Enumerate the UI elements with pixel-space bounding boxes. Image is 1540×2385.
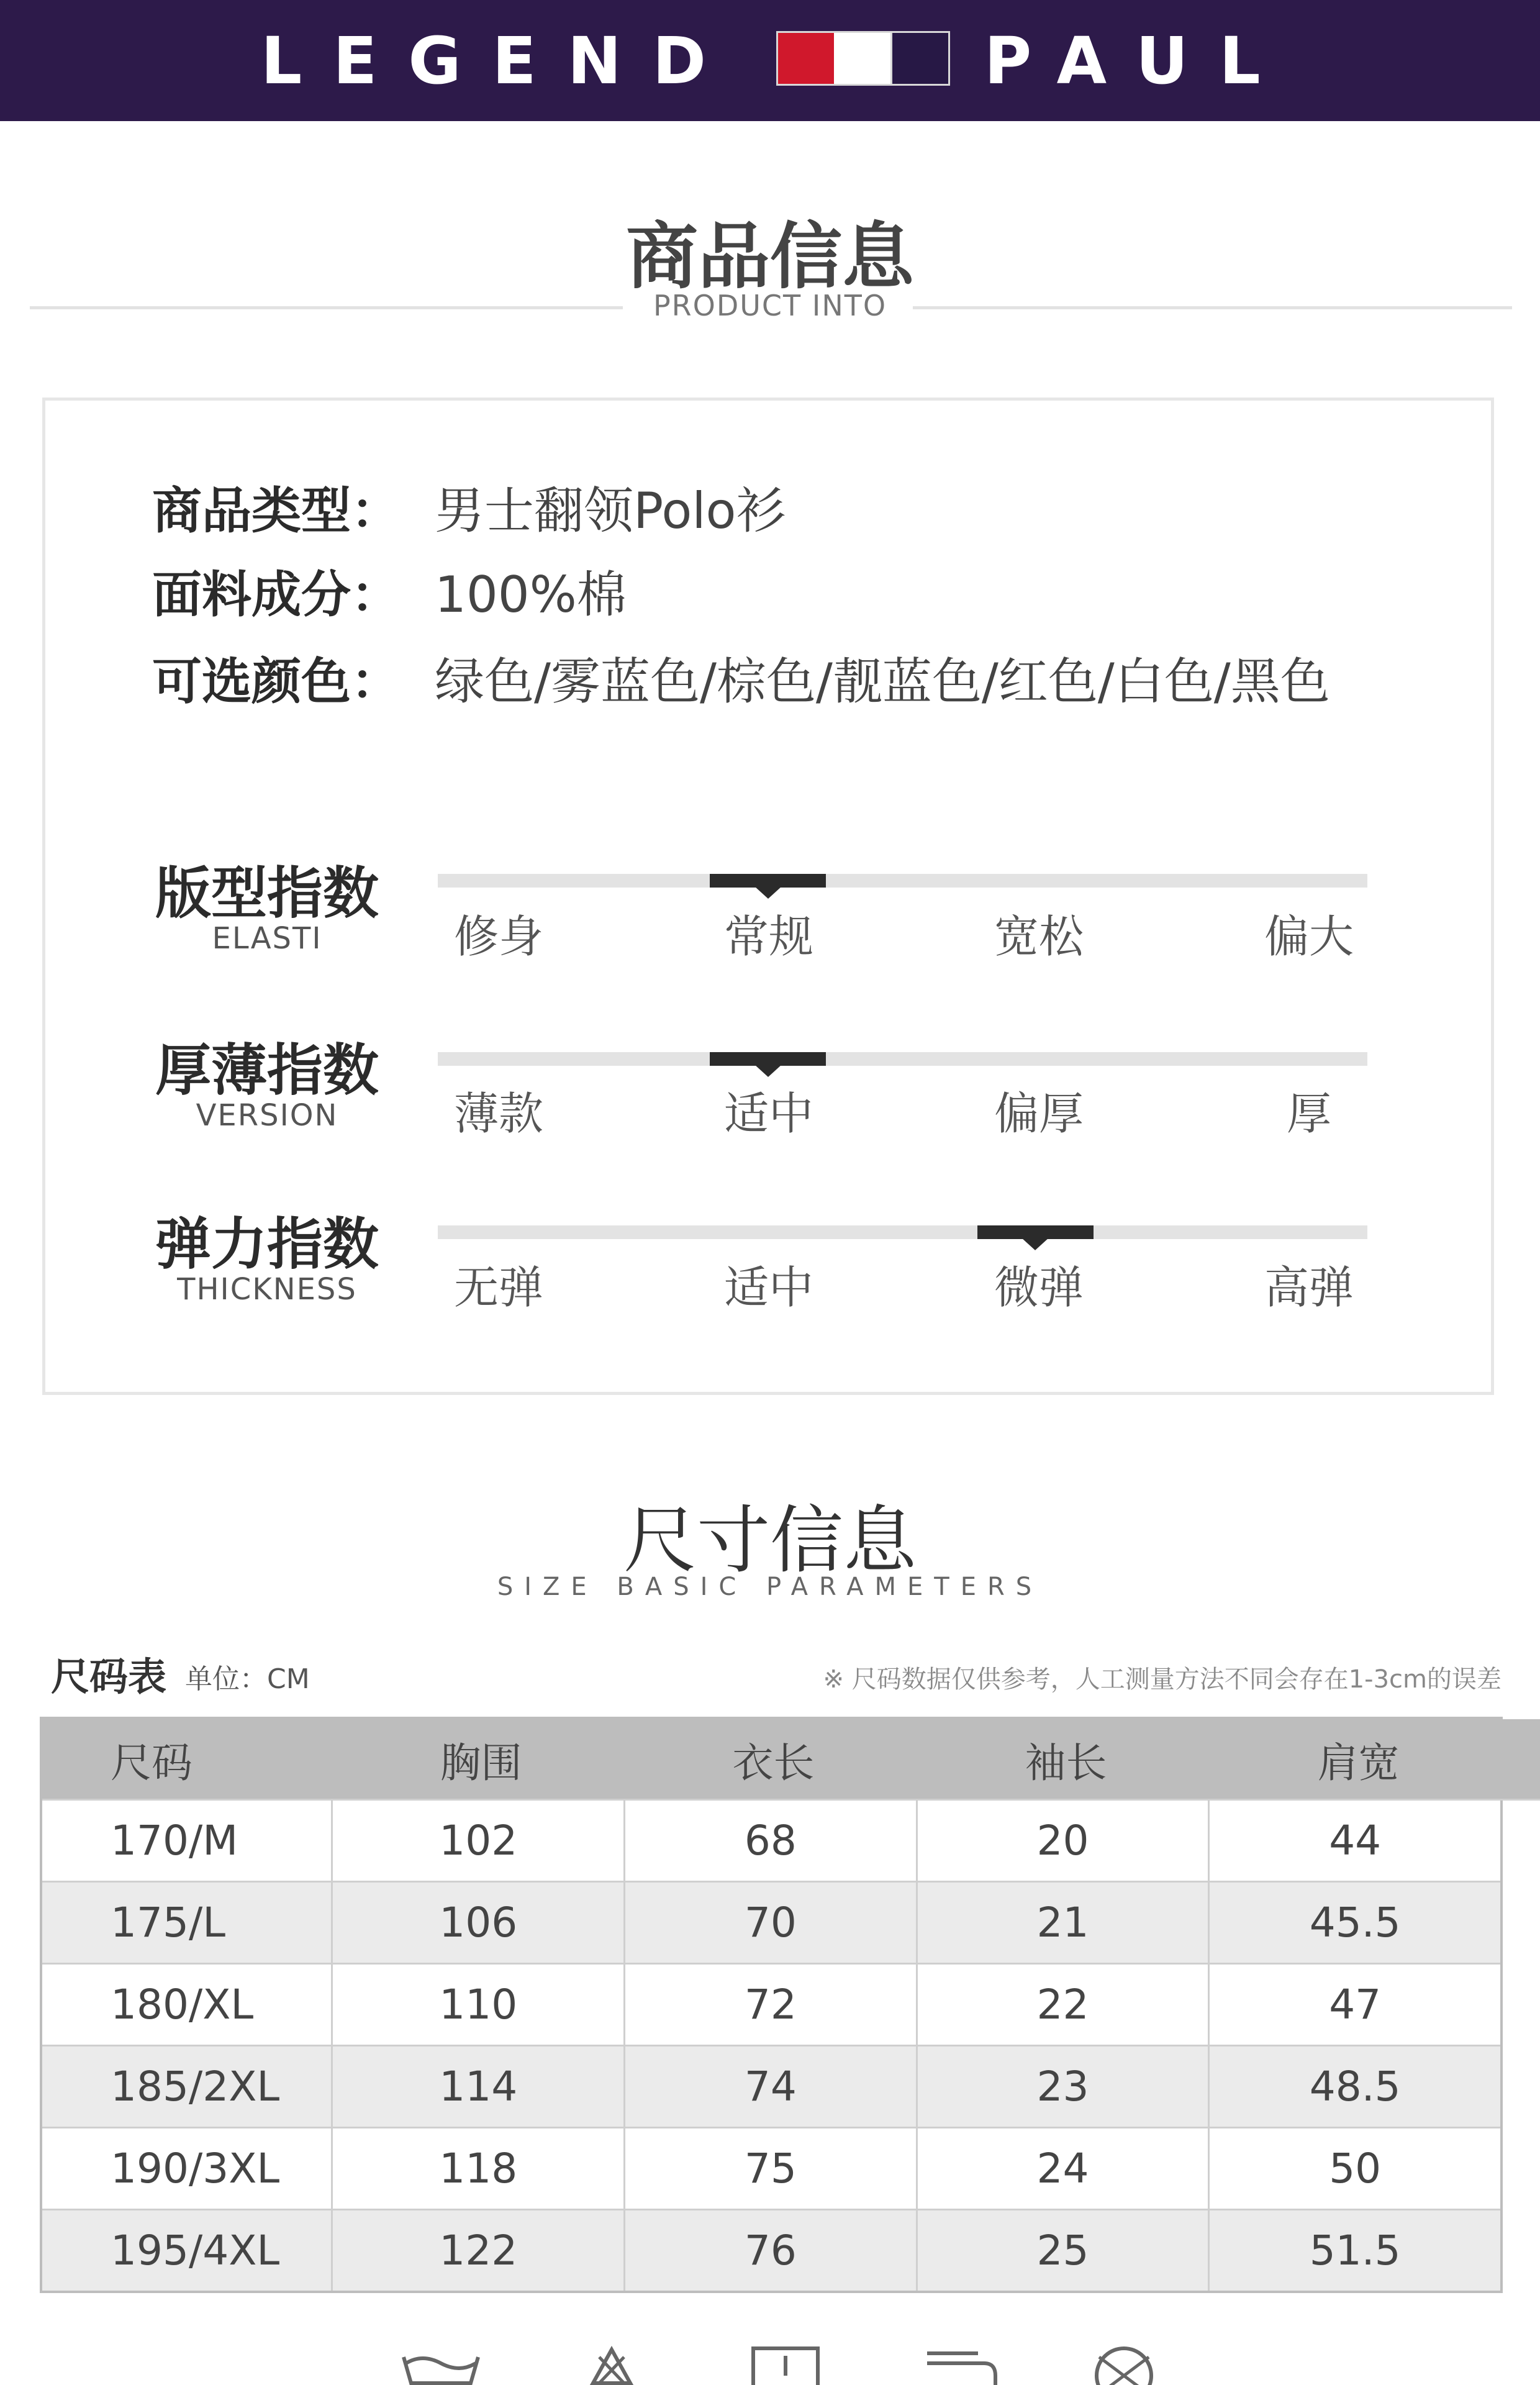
table-header-cell: 袖长 xyxy=(1025,1738,1107,1787)
prop-value: 男士翻领Polo衫 xyxy=(435,481,786,540)
size-table xyxy=(40,1717,1503,2293)
no-bleach-icon xyxy=(568,2345,655,2385)
size-info-title: 尺寸信息 xyxy=(623,1497,917,1583)
table-cell: 118 xyxy=(333,2128,625,2209)
index-subtitle-thickness: VERSION xyxy=(196,1098,338,1133)
index-marker-tip xyxy=(1021,1238,1049,1250)
hand-wash-icon xyxy=(397,2345,484,2385)
index-title-thickness: 厚薄指数 xyxy=(155,1038,379,1103)
index-option: 无弹 xyxy=(453,1261,543,1314)
prop-label: 可选颜色： xyxy=(152,652,401,711)
table-cell: 48.5 xyxy=(1309,2063,1401,2110)
table-cell: 106 xyxy=(333,1883,625,1963)
brand-header xyxy=(0,0,1540,121)
table-row xyxy=(42,1883,1500,1965)
brand-flag-logo xyxy=(776,31,950,86)
prop-row-fabric xyxy=(152,553,627,627)
index-option: 宽松 xyxy=(994,911,1084,963)
table-header-cell: 胸围 xyxy=(440,1738,522,1787)
table-cell: 76 xyxy=(625,2210,918,2291)
table-header-cell: 尺码 xyxy=(111,1738,192,1787)
index-option: 微弹 xyxy=(994,1261,1084,1314)
index-subtitle-elasticity: THICKNESS xyxy=(177,1272,357,1307)
table-cell: 75 xyxy=(625,2128,918,2209)
table-cell: 23 xyxy=(918,2047,1210,2127)
brand-name-right: PAUL xyxy=(984,22,1292,99)
index-track-elasticity xyxy=(438,1225,1367,1239)
table-cell: 122 xyxy=(333,2210,625,2291)
table-cell: 47 xyxy=(1329,1981,1382,2028)
index-option: 厚 xyxy=(1286,1088,1331,1140)
table-row xyxy=(42,2128,1500,2210)
index-track-fit xyxy=(438,874,1367,888)
index-track-thickness xyxy=(438,1052,1367,1066)
index-marker-thickness xyxy=(710,1052,826,1066)
index-subtitle-fit: ELASTI xyxy=(212,921,322,956)
size-table-unit: 单位：CM xyxy=(185,1663,310,1695)
product-info-subtitle: PRODUCT INTO xyxy=(653,289,887,322)
table-header-cell: 衣长 xyxy=(732,1738,815,1787)
prop-value: 绿色/雾蓝色/棕色/靓蓝色/红色/白色/黑色 xyxy=(435,652,1330,711)
table-row xyxy=(42,2210,1500,2291)
table-cell: 102 xyxy=(333,1801,625,1881)
index-option: 高弹 xyxy=(1264,1261,1354,1314)
table-cell: 195/4XL xyxy=(42,2210,333,2291)
brand-name-left: LEGEND xyxy=(261,22,738,99)
table-cell: 170/M xyxy=(42,1801,333,1881)
table-cell: 25 xyxy=(918,2210,1210,2291)
index-option: 适中 xyxy=(723,1261,813,1314)
prop-row-colors xyxy=(152,640,1330,714)
table-cell: 185/2XL xyxy=(42,2047,333,2127)
table-cell: 110 xyxy=(333,1965,625,2045)
size-info-subtitle: SIZE BASIC PARAMETERS xyxy=(497,1573,1043,1601)
index-title-fit: 版型指数 xyxy=(155,861,379,926)
table-row xyxy=(42,1801,1500,1883)
index-option: 适中 xyxy=(723,1088,813,1140)
iron-icon xyxy=(916,2345,1003,2385)
table-cell: 74 xyxy=(625,2047,918,2127)
prop-label: 面料成分： xyxy=(152,565,401,624)
table-cell: 45.5 xyxy=(1309,1899,1401,1947)
index-marker-elasticity xyxy=(977,1225,1094,1239)
index-marker-fit xyxy=(710,874,826,888)
prop-label: 商品类型： xyxy=(152,481,401,540)
table-header-row xyxy=(42,1719,1540,1801)
table-cell: 180/XL xyxy=(42,1965,333,2045)
product-info-title: 商品信息 xyxy=(626,215,914,299)
table-cell: 70 xyxy=(625,1883,918,1963)
table-cell: 50 xyxy=(1329,2145,1382,2192)
table-cell: 68 xyxy=(625,1801,918,1881)
index-option: 偏大 xyxy=(1264,911,1354,963)
size-table-label: 尺码表 xyxy=(51,1654,167,1699)
index-marker-tip xyxy=(754,886,782,899)
table-cell: 22 xyxy=(918,1965,1210,2045)
index-title-elasticity: 弹力指数 xyxy=(155,1212,379,1277)
table-cell: 190/3XL xyxy=(42,2128,333,2209)
index-option: 常规 xyxy=(723,911,813,963)
index-option: 薄款 xyxy=(453,1088,543,1140)
table-cell: 51.5 xyxy=(1309,2227,1401,2274)
index-option: 修身 xyxy=(453,911,543,963)
table-cell: 21 xyxy=(918,1883,1210,1963)
table-row xyxy=(42,2047,1500,2128)
prop-row-type xyxy=(152,469,786,543)
table-cell: 20 xyxy=(918,1801,1210,1881)
prop-value: 100%棉 xyxy=(435,565,627,624)
tumble-dry-icon xyxy=(742,2345,829,2385)
table-cell: 44 xyxy=(1329,1817,1382,1865)
index-marker-tip xyxy=(754,1065,782,1077)
table-cell: 175/L xyxy=(42,1883,333,1963)
table-cell: 72 xyxy=(625,1965,918,2045)
table-row xyxy=(42,1965,1500,2047)
table-cell: 114 xyxy=(333,2047,625,2127)
size-table-note: ※ 尺码数据仅供参考，人工测量方法不同会存在1-3cm的误差 xyxy=(823,1665,1502,1694)
table-cell: 24 xyxy=(918,2128,1210,2209)
index-option: 偏厚 xyxy=(994,1088,1084,1140)
table-header-cell: 肩宽 xyxy=(1317,1738,1400,1787)
no-dry-clean-icon xyxy=(1080,2345,1167,2385)
